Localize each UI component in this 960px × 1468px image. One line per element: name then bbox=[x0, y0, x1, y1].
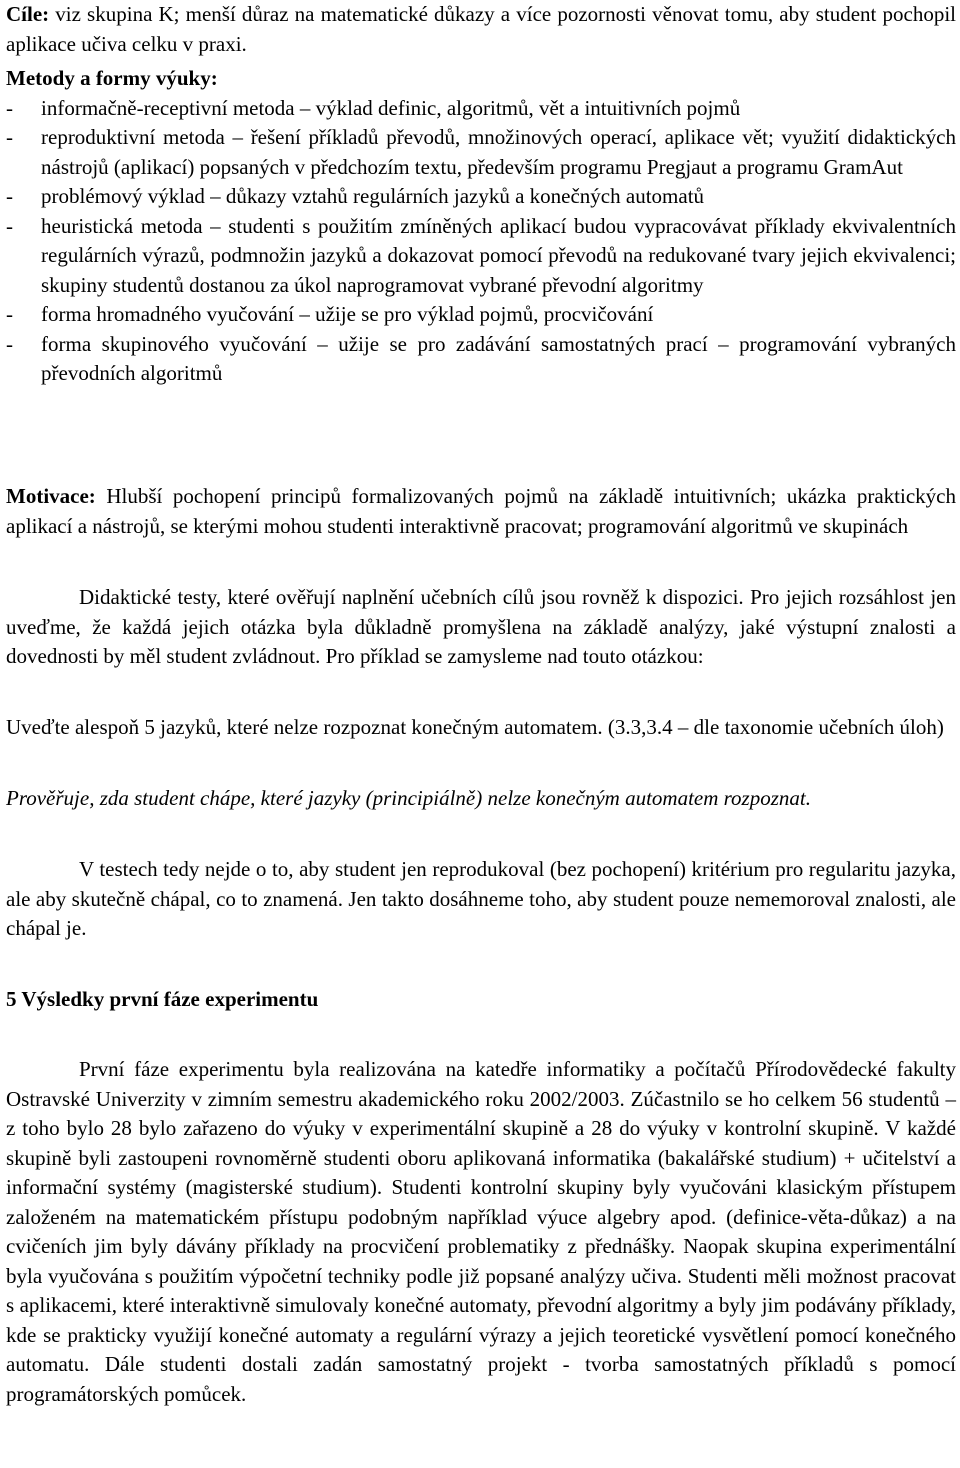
list-item: - reproduktivní metoda – řešení příkladů převodů, množinových operací, aplikace vět; využití didaktických nástrojů (aplikací) popsaných v předchozím textu, především programu Pregjaut a programu GramAut bbox=[6, 125, 956, 179]
methods-list bbox=[6, 94, 956, 389]
list-item: - forma hromadného vyučování – užije se pro výklad pojmů, procvičování bbox=[6, 300, 956, 330]
goals-text: viz skupina K; menší důraz na matematické důkazy a více pozornosti věnovat tomu, aby student pochopil aplikace učiva celku v praxi. bbox=[6, 2, 956, 56]
methods-block bbox=[6, 64, 956, 389]
motivation-paragraph bbox=[6, 482, 956, 541]
section-paragraph: První fáze experimentu byla realizována na katedře informatiky a počítačů Přírodovědecké fakulty Ostravské Univerzity v zimním semestru akademického roku 2002/2003. Zúčastnilo se ho celkem 56 studentů – z toho bylo 28 bylo zařazeno do výuky v experimentální skupině a 28 do výuky v kontrolní skupině. V každé skupině byli zastoupeni rovnoměrně studenti oboru aplikovaná informatika (bakalářské studium) + učitelství a informační systémy (magisterské studium). Studenti kontrolní skupiny byly vyučováni klasickým přístupem založeném na matematickém přístupu podobným například výuce algebry apod. (definice-věta-důkaz) a na cvičeních jim byly dávány příklady na procvičení problematiky z přednášky. Naopak skupina experimentální byla vyučována s použitím výpočetní techniky podle již popsané analýzy učiva. Studenti měli možnost pracovat s aplikacemi, které interaktivně simulovaly konečné automaty, převodní algoritmy a byly jim podávány příklady, kde se prakticky využijí konečné automaty a regulární výrazy a jejich teoretické vysvětlení pomocí konečného automatu. Dále studenti dostali zadán samostatný projekt - tvorba samostatných příkladů s pomocí programátorských pomůcek. bbox=[6, 1057, 956, 1406]
goals-paragraph bbox=[6, 0, 956, 59]
example-question: Uveďte alespoň 5 jazyků, které nelze rozpoznat konečným automatem. (3.3,3.4 – dle taxonomie učebních úloh) bbox=[6, 715, 944, 739]
tests-conclusion-paragraph: V testech tedy nejde o to, aby student jen reprodukoval (bez pochopení) kritérium pro regularitu jazyka, ale aby skutečně chápal, co to znamená. Jen takto dosáhneme toho, aby student pouze nememoroval znalosti, ale chápal je. bbox=[6, 857, 956, 940]
motivation-text: Hlubší pochopení principů formalizovaných pojmů na základě intuitivních; ukázka praktických aplikací a nástrojů, se kterými mohou studenti interaktivně pracovat; programování algoritmů ve skupinách bbox=[6, 484, 956, 538]
list-item: - heuristická metoda – studenti s použitím zmíněných aplikací budou vypracovávat příklady ekvivalentních regulárních výrazů, podmnožin jazyků a dokazovat pomocí převodů na redukované tvary jejich ekvivalenci; skupiny studentů dostanou za úkol naprogramovat vybrané převodní algoritmy bbox=[6, 213, 956, 297]
section-heading: 5 Výsledky první fáze experimentu bbox=[6, 987, 319, 1011]
question-comment: Prověřuje, zda student chápe, které jazyky (principiálně) nelze konečným automatem rozpoznat. bbox=[6, 786, 811, 810]
methods-heading: Metody a formy výuky: bbox=[6, 66, 218, 90]
list-item: - forma skupinového vyučování – užije se pro zadávání samostatných prací – programování vybraných převodních algoritmů bbox=[6, 331, 956, 385]
list-bullet: - bbox=[6, 302, 13, 326]
list-item: - informačně-receptivní metoda – výklad definic, algoritmů, vět a intuitivních pojmů bbox=[6, 94, 956, 124]
list-bullet: - bbox=[6, 184, 13, 208]
motivation-label: Motivace: bbox=[6, 484, 96, 508]
list-bullet: - bbox=[6, 95, 13, 120]
tests-paragraph: Didaktické testy, které ověřují naplnění učebních cílů jsou rovněž k dispozici. Pro jejich rozsáhlost jen uveďme, že každá jejich otázka byla důkladně promyšlena na základě analýzy, jaké výstupní znalosti a dovednosti by měl student zvládnout. Pro příklad se zamysleme nad touto otázkou: bbox=[6, 585, 956, 668]
list-bullet: - bbox=[6, 213, 13, 238]
list-bullet: - bbox=[6, 331, 13, 356]
list-item: - problémový výklad – důkazy vztahů regulárních jazyků a konečných automatů bbox=[6, 182, 956, 212]
goals-label: Cíle: bbox=[6, 2, 50, 26]
list-bullet: - bbox=[6, 125, 13, 149]
